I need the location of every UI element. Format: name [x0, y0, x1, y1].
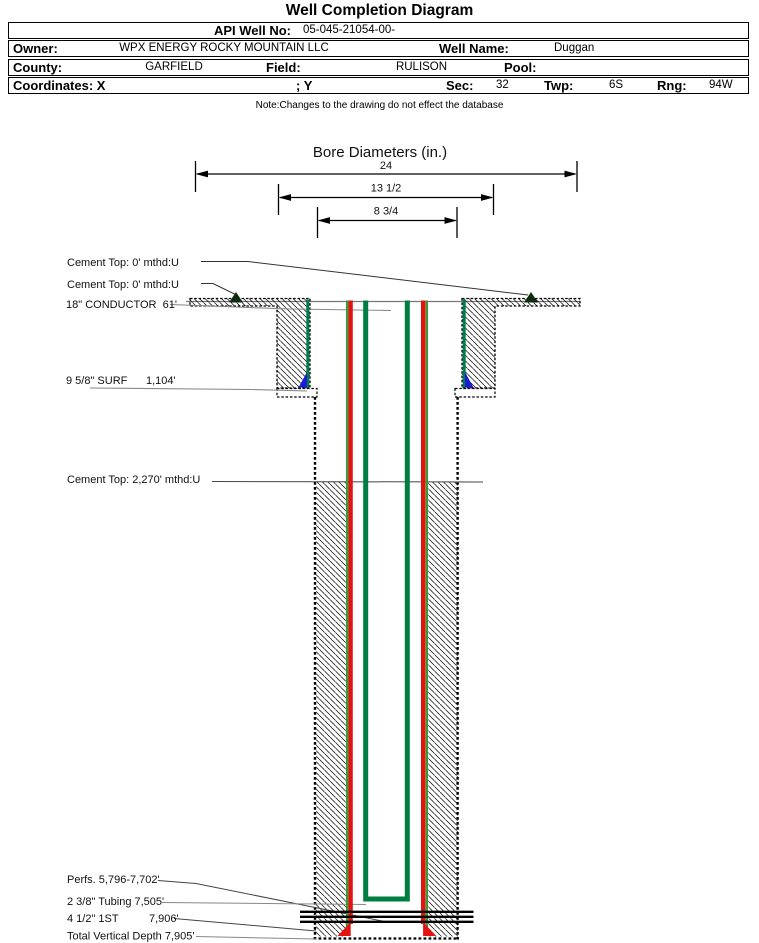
right-cement-top-marker-icon — [524, 292, 538, 303]
perfs-label: Perfs. 5,796-7,702' — [67, 874, 160, 886]
rng-value: 94W — [709, 78, 733, 91]
left-cement-top-marker-icon — [229, 292, 243, 303]
dim-13-5-label: 13 1/2 — [370, 182, 402, 195]
production-casing-label: 4 1/2" 1ST — [67, 913, 119, 925]
dim-8-75-label: 8 3/4 — [373, 205, 399, 218]
left-production-cement — [316, 482, 346, 937]
dim-13-5-right-arrow-icon — [481, 194, 494, 201]
surf-casing-label: 9 5/8" SURF — [66, 375, 128, 387]
cement-top-b-label: Cement Top: 0' mthd:U — [67, 279, 179, 291]
dim-24-label: 24 — [379, 160, 393, 172]
dim-24-left-arrow-icon — [196, 171, 209, 178]
dim-8-75-right-arrow-icon — [445, 217, 458, 224]
well-name-value: Duggan — [554, 42, 595, 55]
sec-value: 32 — [496, 78, 509, 91]
tvd-label: Total Vertical Depth 7,905' — [67, 930, 195, 943]
api-well-no-value: 05-045-21054-00- — [303, 24, 396, 36]
county-value: GARFIELD — [145, 60, 203, 73]
production-casing-depth: 7,906' — [149, 913, 179, 925]
rng-label: Rng: — [657, 77, 687, 93]
surf-leader — [90, 388, 307, 391]
left-conductor-cement — [190, 299, 310, 389]
tubing-string — [366, 301, 408, 900]
bore-diameters-title: Bore Diameters (in.) — [312, 144, 448, 161]
sec-label: Sec: — [446, 77, 474, 93]
twp-value: 6S — [609, 78, 624, 91]
cement-top-a-leader — [201, 262, 528, 296]
right-production-cement — [428, 482, 458, 937]
county-label: County: — [13, 59, 63, 75]
api-well-no-label: API Well No: — [213, 23, 291, 38]
cement-top-b-leader — [201, 284, 238, 296]
page-title: Well Completion Diagram — [285, 2, 474, 19]
database-note: Note:Changes to the drawing do not effect the database — [255, 100, 504, 111]
field-label: Field: — [266, 59, 301, 75]
tubing-label: 2 3/8" Tubing 7,505' — [67, 896, 165, 908]
coordinates-label: Coordinates: X — [13, 77, 106, 93]
dim-8-75-left-arrow-icon — [318, 217, 331, 224]
dim-13-5-left-arrow-icon — [279, 194, 292, 201]
twp-label: Twp: — [544, 77, 574, 93]
right-conductor-cement — [462, 299, 580, 389]
tvd-leader — [196, 937, 316, 940]
left-bore-shelf — [277, 389, 317, 398]
right-bore-shelf — [455, 389, 495, 398]
field-value: RULISON — [395, 60, 448, 73]
dimension-8-75 — [318, 206, 458, 239]
casing-leader — [174, 919, 316, 932]
coordinates-y-label: ; Y — [296, 77, 313, 93]
surf-casing-depth: 1,104' — [146, 375, 176, 387]
owner-value: WPX ENERGY ROCKY MOUNTAIN LLC — [119, 42, 329, 55]
conductor-label: 18" CONDUCTOR 61' — [66, 299, 177, 311]
well-name-label: Well Name: — [439, 41, 509, 57]
cement-top-a-label: Cement Top: 0' mthd:U — [67, 257, 179, 269]
owner-label: Owner: — [13, 41, 58, 57]
pool-label: Pool: — [504, 59, 537, 75]
cement-top-2270-label: Cement Top: 2,270' mthd:U — [67, 474, 201, 486]
dim-24-right-arrow-icon — [565, 171, 578, 178]
